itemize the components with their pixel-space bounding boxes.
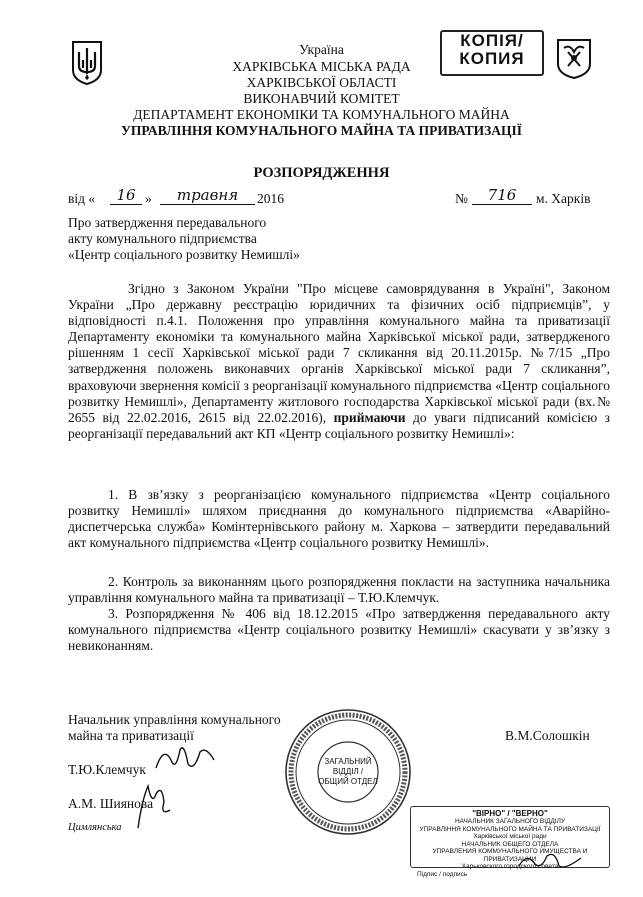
true-copy-stamp-line-4: Харківської міської ради	[473, 833, 547, 840]
handwritten-signature-1	[150, 740, 220, 776]
true-copy-stamp-line-1: "ВІРНО" / "ВЕРНО"	[472, 809, 548, 818]
round-seal-text: ЗАГАЛЬНИЙ ВІДДІЛ / ОБЩИЙ ОТДЕЛ	[318, 757, 378, 786]
header-region: ХАРКІВСЬКОЇ ОБЛАСТІ	[246, 75, 397, 90]
copy-stamp-line1: КОПІЯ/	[460, 31, 524, 50]
item-1: 1. В зв’язку з реорганізацією комунального підприємства «Центр соціального розвитку Немишлі» шляхом приєднання до комунального підприємства «Аварійно-диспетчерська служба» Комінтернівського району м. Харкова – затвердити передавальний акт комунального підприємства «Центр соціального розвитку Немишлі».	[68, 487, 610, 551]
signatory-name: В.М.Солошкін	[505, 728, 590, 743]
copy-stamp-line2: КОПИЯ	[459, 49, 525, 68]
header-department: ДЕПАРТАМЕНТ ЕКОНОМІКИ ТА КОМУНАЛЬНОГО МАЙНА	[133, 107, 510, 122]
header-council: ХАРКІВСЬКА МІСЬКА РАДА	[232, 59, 411, 74]
signatory-title-line-1: Начальник управління комунального	[68, 712, 281, 727]
true-copy-stamp-line-5: НАЧАЛЬНИК ОБЩЕГО ОТДЕЛА	[461, 840, 559, 848]
executor-name: Цимлянська	[68, 822, 122, 833]
document-type: РОЗПОРЯДЖЕННЯ	[253, 165, 390, 181]
header-committee: ВИКОНАВЧИЙ КОМІТЕТ	[243, 91, 400, 106]
city-emblem-icon	[556, 38, 592, 80]
handwritten-signature-2	[130, 780, 176, 832]
approval-name-2: А.М. Шиянова	[68, 796, 154, 811]
true-copy-stamp-line-3: УПРАВЛІННЯ КОМУНАЛЬНОГО МАЙНА ТА ПРИВАТИЗАЦІЇ	[419, 825, 601, 833]
date-month: травня	[160, 186, 255, 205]
item-2: 2. Контроль за виконанням цього розпорядження покласти на заступника начальника управління комунального майна та приватизації – Т.Ю.Клемчук.	[68, 574, 610, 606]
date-year: 2016	[257, 191, 284, 206]
header-directorate: УПРАВЛІННЯ КОМУНАЛЬНОГО МАЙНА ТА ПРИВАТИЗАЦІЇ	[121, 123, 522, 138]
subject-line-2: акту комунального підприємства	[68, 231, 257, 246]
true-copy-stamp-line-8: Підпис / подпись	[417, 870, 468, 878]
handwritten-signature-3	[515, 848, 585, 874]
true-copy-stamp-line-2: НАЧАЛЬНИК ЗАГАЛЬНОГО ВІДДІЛУ	[454, 818, 566, 825]
true-copy-stamp-line-7: Харьковского городского совета	[461, 863, 559, 870]
place: м. Харків	[536, 191, 591, 206]
preamble-end: до уваги підписаний комісією з реорганізації передавальний акт КП «Центр соціального розвитку Немишлі»:	[68, 409, 610, 441]
item-3: 3. Розпорядження № 406 від 18.12.2015 «Про затвердження передавального акту комунального підприємства «Центр соціального розвитку Немишлі» скасувати у зв’язку з невиконанням.	[68, 606, 610, 654]
header-country: Україна	[299, 42, 344, 57]
document-number: 716	[472, 186, 532, 205]
date-prefix: від «	[68, 191, 96, 206]
subject-line-1: Про затвердження передавального	[68, 215, 267, 230]
true-copy-stamp-line-6: УПРАВЛЕНИЯ КОММУНАЛЬНОГО ИМУЩЕСТВА И ПРИВАТИЗАЦИИ	[432, 848, 588, 863]
preamble	[68, 281, 610, 442]
signatory-title-line-2: майна та приватизації	[68, 728, 194, 743]
date-day: 16	[110, 186, 142, 205]
preamble-text: Згідно з Законом України "Про місцеве самоврядування в Україні", Законом України „Про державну реєстрацію юридичних та фізичних осіб підприємців”, у відповідності п.4.1. Положення про управління комунального майна та приватизації Департаменту економіки та комунального майна Харківської міської ради, затвердженого рішенням 1 сесії Харківської міської ради 7 скликання від 20.11.2015р. №7/15 „Про затвердження положень виконавчих органів Харківської міської ради 7 скликання”, враховуючи звернення комісії з реорганізації комунального підприємства «Центр соціального розвитку Немишлі», Департаменту житлового господарства Харківської міської ради (вх.№ 2655 від 22.02.2016, 2615 від 22.02.2016),	[68, 281, 610, 425]
approval-name-1: Т.Ю.Клемчук	[68, 762, 146, 777]
copy-stamp	[440, 30, 544, 76]
number-label: №	[455, 191, 468, 206]
subject-line-3: «Центр соціального розвитку Немишлі»	[68, 247, 300, 262]
preamble-bold: приймаючи	[333, 409, 406, 425]
date-mid: »	[145, 191, 152, 206]
